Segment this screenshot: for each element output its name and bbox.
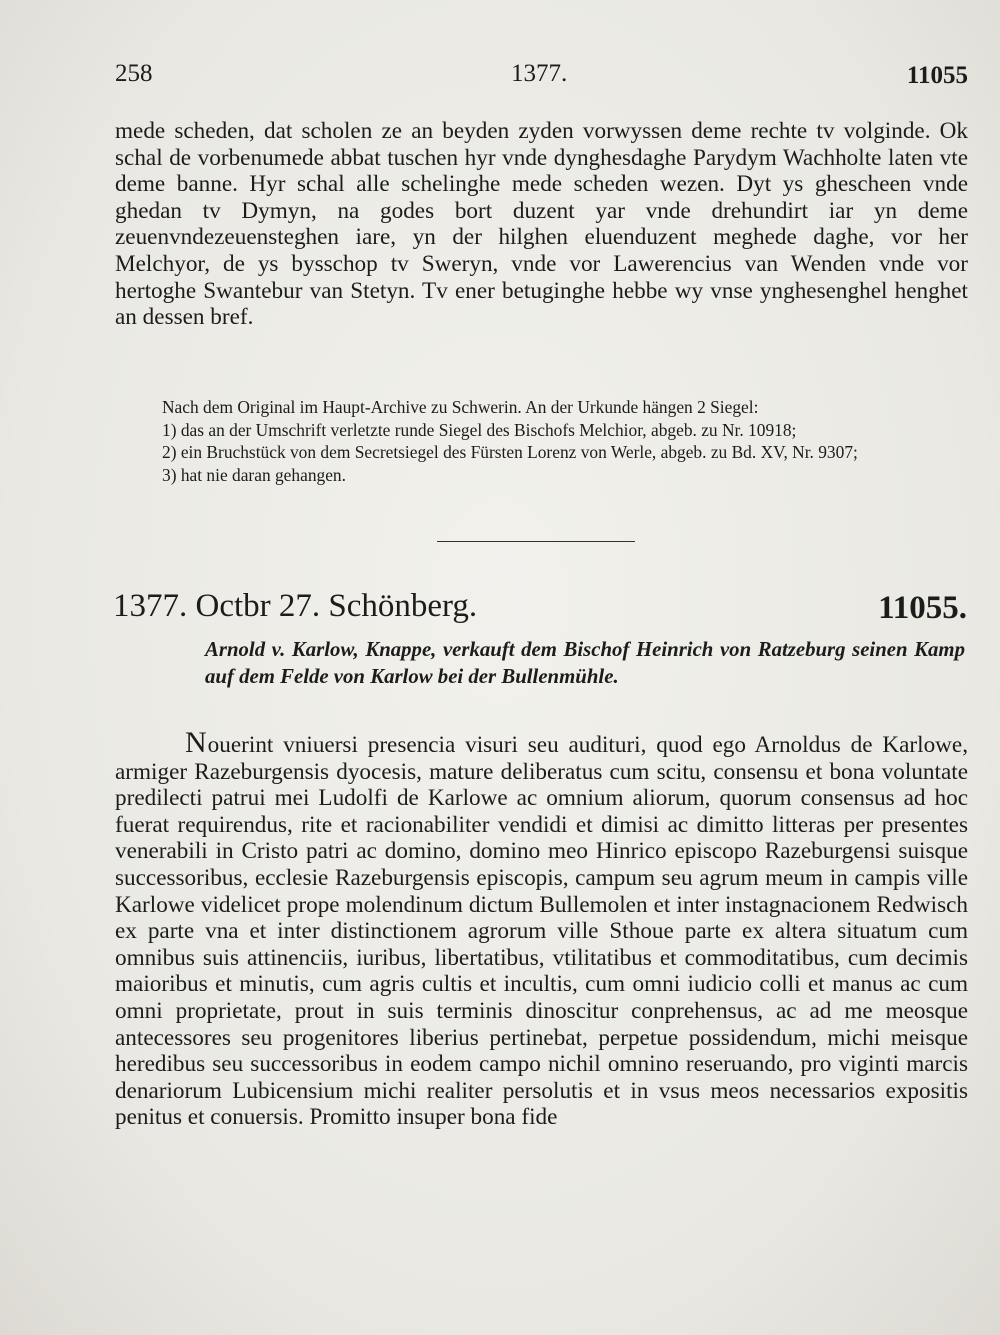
section-divider	[437, 541, 635, 542]
document-summary: Arnold v. Karlow, Knappe, verkauft dem Bischof Heinrich von Ratzeburg seinen Kamp auf dem Felde von Karlow bei der Bullenmühle.	[205, 638, 965, 688]
page-number: 258	[115, 60, 153, 87]
source-notes	[115, 396, 968, 486]
document-body	[115, 726, 968, 1131]
note-source: Nach dem Original im Haupt-Archive zu Schwerin. An der Urkunde hängen 2 Siegel:	[162, 397, 759, 417]
note-seal-3: 3) hat nie daran gehangen.	[162, 464, 346, 485]
document-heading	[113, 588, 967, 628]
header-year: 1377.	[511, 60, 568, 87]
header-document-number: 11055	[906, 62, 968, 89]
initial-letter: N	[185, 726, 208, 759]
document-number: 11055.	[878, 590, 967, 626]
running-header	[115, 60, 968, 90]
document-date-place: 1377. Octbr 27. Schönberg.	[113, 588, 478, 624]
document-body-text: ouerint vniuersi presencia visuri seu audituri, quod ego Arnoldus de Karlowe, armiger Razeburgensis dyocesis, mature deliberatus cum scitu, consensu et bona voluntate predilecti patrui mei Ludolfi de Karlowe ac omnium aliorum, quorum consensus ad hoc fuerat requirendus, rite et racionabiliter vendidi et dimisi ac dimitto litteras per presentes venerabili in Cristo patri ac domino, domino meo Hinrico episcopo Razeburgensi suisque successoribus, ecclesie Razeburgensis episcopis, campum seu agrum meum in campis ville Karlowe videlicet prope molendinum dictum Bullemolen et inter instagnacionem Redwisch ex parte vna et inter distinctionem agrorum ville Sthoue parte ex altera situatum cum omnibus suis attinenciis, iuribus, libertatibus, vtilitatibus et commoditatibus, cum decimis maioribus et minutis, cum agris cultis et incultis, cum omni iudicio colli et manus ac cum omni proprietate, prout in suis terminis dinoscitur conprehensus, ac ad me meosque antecessores seu progenitores liberius pertinebat, perpetue possidendum, michi meisque heredibus seu successoribus in eodem campo nichil omnino reseruando, pro viginti marcis denariorum Lubicensium michi realiter persolutis et in vsus meos necessarios expositis penitus et conuersis. Promitto insuper bona fide	[115, 732, 968, 1131]
note-seal-1: 1) das an der Umschrift verletzte runde Siegel des Bischofs Melchior, abgeb. zu Nr. 10918;	[162, 419, 797, 440]
note-seal-2: 2) ein Bruchstück von dem Secretsiegel des Fürsten Lorenz von Werle, abgeb. zu Bd. XV, Nr. 9307;	[162, 442, 858, 463]
continuation-text: mede scheden, dat scholen ze an beyden zyden vorwyssen deme rechte tv volginde. Ok schal de vorbenumede abbat tuschen hyr vnde dynghesdaghe Parydym Wachholte laten vte deme banne. Hyr schal alle schelinghe mede scheden wezen. Dyt ys ghescheen vnde ghedan tv Dymyn, na godes bort duzent yar vnde drehundirt iar yn deme zeuenvndezeuensteghen iare, yn der hilghen eluenduzent meghede daghe, vor her Melchyor, de ys bysschop tv Sweryn, vnde vor Lawerencius van Wenden vnde vor hertoghe Swantebur van Stetyn. Tv ener betuginghe hebbe wy vnse ynghesenghel henghet an dessen bref.	[115, 118, 968, 331]
